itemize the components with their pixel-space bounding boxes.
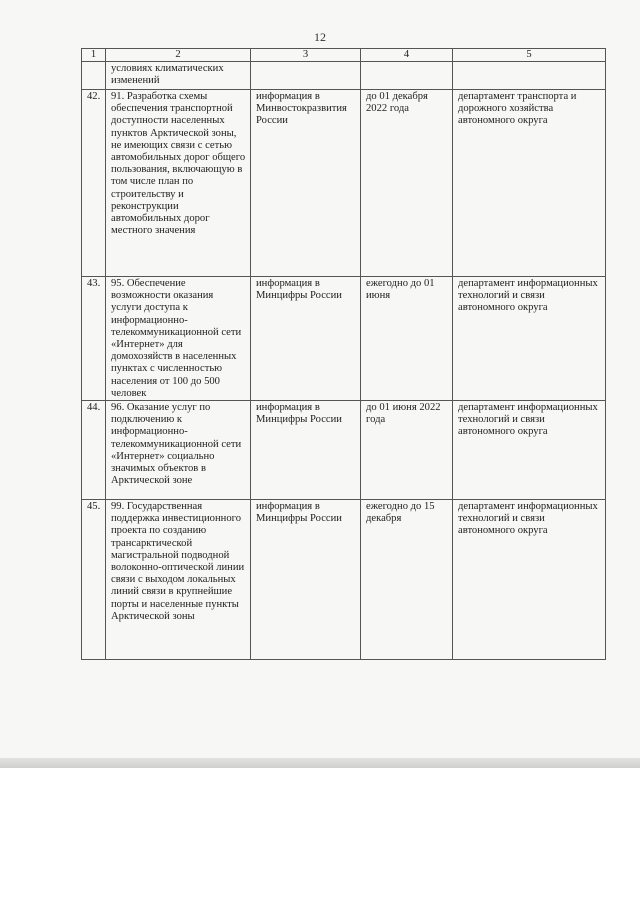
header-col-5: 5 (453, 49, 606, 62)
page-number: 12 (314, 30, 326, 44)
table-row (82, 90, 606, 277)
header-row (82, 49, 606, 62)
cell-responsible: департамент информационных технологий и связи автономного округа (453, 277, 606, 401)
cell-item: условиях климатических изменений (106, 62, 251, 90)
cell-item: 95. Обеспечение возможности оказания услуги доступа к информационно-телекоммуникационной сети «Интернет» для домохозяйств в населенных пунктах с численностью населения от 100 до 500 человек (106, 277, 251, 401)
table-row-continuation (82, 62, 606, 90)
cell-responsible: департамент транспорта и дорожного хозяйства автономного округа (453, 90, 606, 277)
cell-deadline: ежегодно до 15 декабря (361, 500, 453, 660)
table-row (82, 401, 606, 500)
cell-item: 99. Государственная поддержка инвестиционного проекта по созданию трансарктической магистральной подводной волоконно-оптической линии связи с выходом локальных линий связи в крупнейшие порты и населенные пункты Арктической зоны (106, 500, 251, 660)
header-col-1: 1 (82, 49, 106, 62)
table-row (82, 500, 606, 660)
cell-deadline: до 01 декабря 2022 года (361, 90, 453, 277)
cell-num: 43. (82, 277, 106, 401)
cell-document: информация в Минвостокразвития России (251, 90, 361, 277)
page-bottom-edge (0, 758, 640, 768)
cell-item: 91. Разработка схемы обеспечения транспортной доступности населенных пунктов Арктической зоны, не имеющих связи с сетью автомобильных дорог общего пользования, включающую в том числе план по строительству и реконструкции автомобильных дорог местного значения (106, 90, 251, 277)
cell-deadline (361, 62, 453, 90)
cell-responsible (453, 62, 606, 90)
cell-item: 96. Оказание услуг по подключению к информационно-телекоммуникационной сети «Интернет» социально значимых объектов в Арктической зоне (106, 401, 251, 500)
header-col-4: 4 (361, 49, 453, 62)
header-col-2: 2 (106, 49, 251, 62)
cell-document (251, 62, 361, 90)
cell-deadline: ежегодно до 01 июня (361, 277, 453, 401)
cell-document: информация в Минцифры России (251, 277, 361, 401)
cell-responsible: департамент информационных технологий и связи автономного округа (453, 401, 606, 500)
cell-responsible: департамент информационных технологий и связи автономного округа (453, 500, 606, 660)
cell-num: 45. (82, 500, 106, 660)
plan-table (81, 48, 606, 660)
cell-num: 44. (82, 401, 106, 500)
table-row (82, 277, 606, 401)
cell-document: информация в Минцифры России (251, 500, 361, 660)
cell-deadline: до 01 июня 2022 года (361, 401, 453, 500)
cell-document: информация в Минцифры России (251, 401, 361, 500)
cell-num (82, 62, 106, 90)
header-col-3: 3 (251, 49, 361, 62)
cell-num: 42. (82, 90, 106, 277)
